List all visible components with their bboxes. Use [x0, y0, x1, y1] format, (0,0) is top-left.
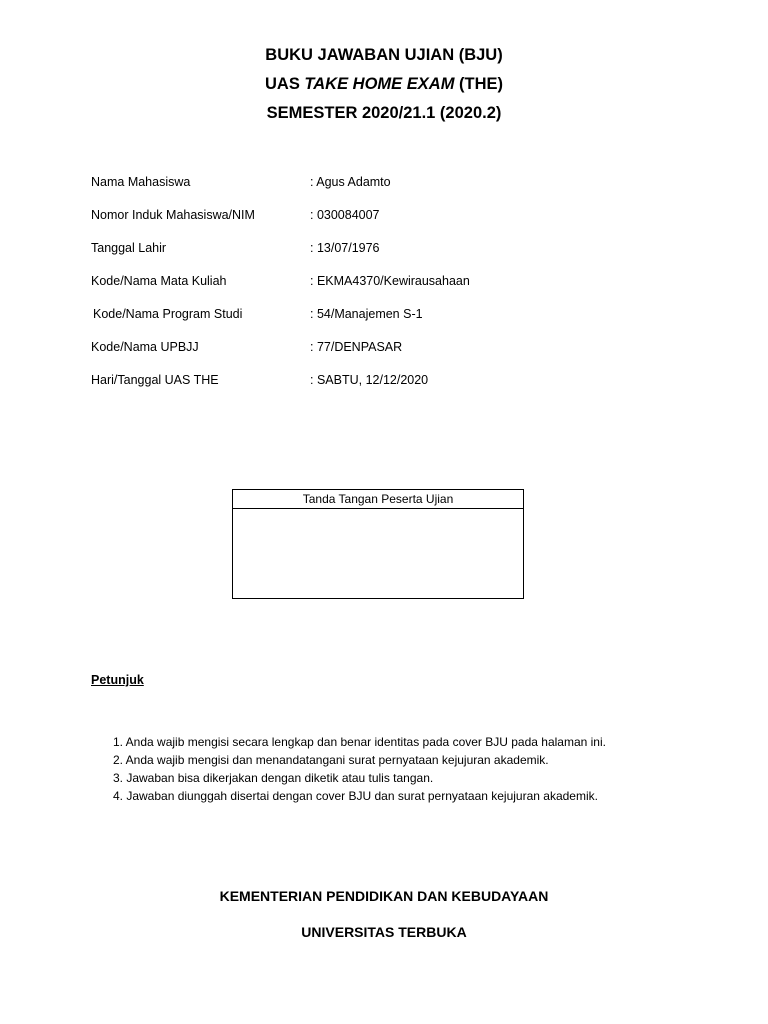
- instruction-item: 4. Jawaban diunggah disertai dengan cover BJU dan surat pernyataan kejujuran akademik.: [113, 789, 598, 803]
- footer-ministry: KEMENTERIAN PENDIDIKAN DAN KEBUDAYAAN: [219, 888, 549, 904]
- identity-value: : 030084007: [310, 208, 380, 222]
- instruction-item: 1. Anda wajib mengisi secara lengkap dan benar identitas pada cover BJU pada halaman ini.: [113, 735, 606, 749]
- header-title: BUKU JAWABAN UJIAN (BJU): [265, 46, 503, 64]
- identity-row-upbjj: [91, 337, 691, 370]
- identity-value: : 77/DENPASAR: [310, 340, 403, 354]
- identity-value: : 13/07/1976: [310, 241, 380, 255]
- instruction-item: 3. Jawaban bisa dikerjakan dengan diketik atau tulis tangan.: [113, 771, 434, 785]
- header-exam-type: [0, 70, 768, 99]
- identity-row-name: [91, 172, 691, 205]
- identity-label: Nama Mahasiswa: [91, 175, 191, 189]
- identity-label: Kode/Nama UPBJJ: [91, 340, 199, 354]
- identity-value: : EKMA4370/Kewirausahaan: [310, 274, 470, 288]
- instructions-list: [113, 733, 673, 805]
- identity-row-exam-date: [91, 370, 691, 403]
- identity-value: : SABTU, 12/12/2020: [310, 373, 429, 387]
- identity-label: Tanggal Lahir: [91, 241, 167, 255]
- identity-label: Hari/Tanggal UAS THE: [91, 373, 219, 387]
- footer-university: UNIVERSITAS TERBUKA: [301, 924, 467, 940]
- identity-row-program: [91, 304, 691, 337]
- identity-row-birthdate: [91, 238, 691, 271]
- header-exam-prefix: UAS: [264, 75, 305, 93]
- header-exam-suffix: (THE): [454, 75, 504, 93]
- instruction-item: 2. Anda wajib mengisi dan menandatangani surat pernyataan kejujuran akademik.: [113, 753, 549, 767]
- identity-row-nim: [91, 205, 691, 238]
- identity-row-course: [91, 271, 691, 304]
- student-identity-table: [91, 172, 691, 403]
- signature-area[interactable]: [233, 509, 523, 599]
- identity-label: Kode/Nama Program Studi: [93, 307, 243, 321]
- signature-box-title: Tanda Tangan Peserta Ujian: [233, 490, 523, 509]
- identity-value: : 54/Manajemen S-1: [310, 307, 423, 321]
- instructions-heading: Petunjuk: [91, 673, 144, 687]
- identity-label: Nomor Induk Mahasiswa/NIM: [91, 208, 255, 222]
- header-semester: SEMESTER 2020/21.1 (2020.2): [266, 104, 502, 122]
- document-header: [0, 41, 768, 128]
- signature-box: [232, 489, 524, 599]
- header-exam-italic: TAKE HOME EXAM: [304, 75, 455, 93]
- identity-label: Kode/Nama Mata Kuliah: [91, 274, 227, 288]
- identity-value: : Agus Adamto: [310, 175, 391, 189]
